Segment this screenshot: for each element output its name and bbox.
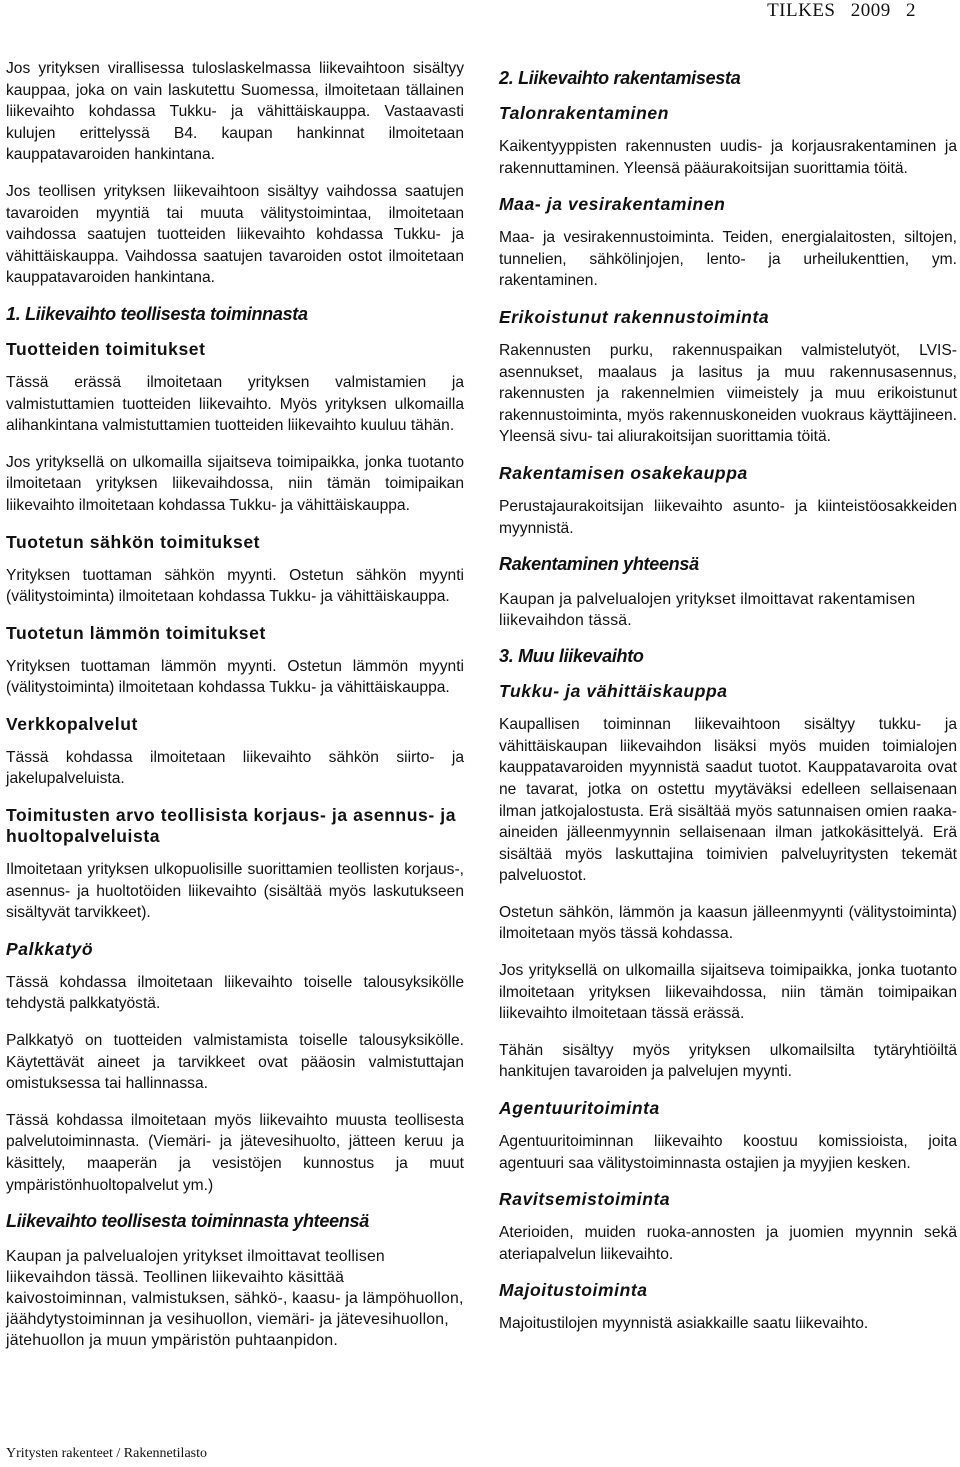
paragraph: Rakennusten purku, rakennuspaikan valmistelutyöt, LVIS-asennukset, maalaus ja lasitus ja muu rakennusasennus, rakennusten ja rakennelmien viimeistely ja muu erikoistunut rakennustoiminta, myös rakennuskoneiden vuokraus käyttäjineen. Yleensä sivu- tai aliurakoitsijan suorittamia töitä. xyxy=(499,341,957,446)
subheading: Talonrakentaminen xyxy=(499,103,670,123)
paragraph: Kaupan ja palvelualojen yritykset ilmoittavat rakentamisen liikevaihdon tässä. xyxy=(499,591,916,630)
paragraph: Aterioiden, muiden ruoka-annosten ja juomien myynnin sekä ateriapalvelun liikevaihto. xyxy=(499,1224,957,1263)
section-heading: 3. Muu liikevaihto xyxy=(499,646,644,667)
page-header xyxy=(757,0,916,22)
subheading: Palkkatyö xyxy=(6,938,94,959)
subheading: Tukku- ja vähittäiskauppa xyxy=(499,681,728,702)
header-title: TILKES xyxy=(767,0,836,21)
paragraph: Ostetun sähkön, lämmön ja kaasun jälleenmyynti (välitystoiminta) ilmoitetaan myös tässä kohdassa. xyxy=(499,903,957,943)
header-year: 2009 xyxy=(850,0,891,21)
subheading: Tuotetun lämmön toimitukset xyxy=(6,622,266,643)
paragraph: Kaupallisen toiminnan liikevaihtoon sisältyy tukku- ja vähittäiskaupan liikevaihdon lisäksi myös muiden toimialojen kauppatavaroiden myynnistä saadut tuotot. Kauppatavaroita ovat ne tavarat, jotka on ostettu myytäväksi edelleen sellaisenaan ilman jatkojalostusta. Erä sisältää myös satunnaisen omien raaka-aineiden jälleenmyynnin sellaisenaan ilman jatkokäsittelyä. Erä sisältää myös laskuttajina toimivien palveluyritysten tekemät palveluostot. xyxy=(499,716,957,885)
paragraph: Tässä kohdassa ilmoitetaan liikevaihto sähkön siirto- ja jakelupalveluista. xyxy=(6,748,464,788)
paragraph: Agentuuritoiminnan liikevaihto koostuu komissioista, joita agentuuri saa välitystoiminnasta ostajien ja myyjien kesken. xyxy=(499,1133,957,1172)
subheading: Majoitustoiminta xyxy=(499,1280,648,1301)
subheading: Maa- ja vesirakentaminen xyxy=(499,194,726,215)
subheading: Verkkopalvelut xyxy=(6,713,138,734)
right-column xyxy=(499,58,957,1350)
section-heading: Rakentaminen yhteensä xyxy=(499,554,699,575)
paragraph: Jos yrityksellä on ulkomailla sijaitseva toimipaikka, jonka tuotanto ilmoitetaan yrityksen liikevaihdossa, niin tämän toimipaikan liikevaihto ilmoitetaan tässä erässä. xyxy=(499,962,957,1023)
paragraph: Majoitustilojen myynnistä asiakkaille saatu liikevaihto. xyxy=(499,1315,869,1333)
paragraph: Tässä erässä ilmoitetaan yrityksen valmistamien ja valmistuttamien tuotteiden liikevaihto. Myös yrityksen ulkomailla alihankintana valmistuttamien tuotteiden liikevaihto kuuluu tähän. xyxy=(6,373,464,435)
subheading: Tuotteiden toimitukset xyxy=(6,338,206,359)
paragraph: Jos yrityksen virallisessa tuloslaskelmassa liikevaihtoon sisältyy kauppaa, joka on vain laskutettu Suomessa, ilmoitetaan tällainen liikevaihto kohdassa Tukku- ja vähittäiskauppa. Vastaavasti kulujen erittelyssä B4. kaupan hankinnat ilmoitetaan kauppatavaroiden hankintana. xyxy=(6,60,464,164)
paragraph: Tähän sisältyy myös yrityksen ulkomailsilta tytäryhtiöiltä hankitujen tavaroiden ja palvelujen myynti. xyxy=(499,1041,957,1081)
paragraph: Maa- ja vesirakennustoiminta. Teiden, energialaitosten, siltojen, tunnelien, sähkölinjojen, lento- ja urheilukenttien, ym. rakentaminen. xyxy=(499,229,957,290)
paragraph: Tässä kohdassa ilmoitetaan liikevaihto toiselle talousyksikölle tehdystä palkkatyöstä. xyxy=(6,973,464,1013)
paragraph: Perustajaurakoitsijan liikevaihto asunto- ja kiinteistöosakkeiden myynnistä. xyxy=(499,497,957,537)
paragraph: Jos yrityksellä on ulkomailla sijaitseva toimipaikka, jonka tuotanto ilmoitetaan yrityksen liikevaihdossa, niin tämän toimipaikan liikevaihto ilmoitetaan kohdassa Tukku- ja vähittäiskauppa. xyxy=(6,453,464,514)
paragraph: Tässä kohdassa ilmoitetaan myös liikevaihto muusta teollisesta palvelutoiminnasta. (Viemäri- ja jätevesihuolto, jätteen keruu ja käsittely, maaperän ja vesistöjen kunnostus ja muut ympäristönhuoltopalvelut ym.) xyxy=(6,1111,464,1194)
subheading: Tuotetun sähkön toimitukset xyxy=(6,531,261,552)
subheading: Rakentamisen osakekauppa xyxy=(499,462,748,483)
page-footer: Yritysten rakenteet / Rakennetilasto xyxy=(6,1446,207,1461)
subheading: Toimitusten arvo teollisista korjaus- ja asennus- ja huoltopalveluista xyxy=(6,805,457,847)
section-heading: 1. Liikevaihto teollisesta toiminnasta xyxy=(6,303,308,324)
paragraph: Yrityksen tuottaman lämmön myynti. Ostetun lämmön myynti (välitystoiminta) ilmoitetaan kohdassa Tukku- ja vähittäiskauppa. xyxy=(6,657,464,697)
subheading: Agentuuritoiminta xyxy=(499,1098,660,1119)
subheading: Ravitsemistoiminta xyxy=(499,1189,671,1210)
section-heading: Liikevaihto teollisesta toiminnasta yhteensä xyxy=(6,1211,369,1232)
left-column xyxy=(6,58,464,1366)
header-page-number: 2 xyxy=(906,0,916,21)
paragraph: Jos teollisen yrityksen liikevaihtoon sisältyy vaihdossa saatujen tavaroiden myyntiä tai muuta välitystoimintaa, ilmoitetaan vaihdossa saatujen tuotteiden liikevaihto kohdassa Tukku- ja vähittäiskauppa. Vaihdossa saatujen tavaroiden ostot ilmoitetaan kauppatavaroiden hankintana. xyxy=(6,182,464,287)
paragraph: Kaupan ja palvelualojen yritykset ilmoittavat teollisen liikevaihdon tässä. Teollinen liikevaihto käsittää kaivostoiminnan, valmistuksen, sähkö-, kaasu- ja lämpöhuollon, jäähdytystoiminnan ja vesihuollon, viemäri- ja jätevesihuollon, jätehuollon ja muun ympäristön puhtaanpidon. xyxy=(6,1248,464,1350)
paragraph: Yrityksen tuottaman sähkön myynti. Ostetun sähkön myynti (välitystoiminta) ilmoitetaan kohdassa Tukku- ja vähittäiskauppa. xyxy=(6,566,464,606)
section-heading: 2. Liikevaihto rakentamisesta xyxy=(499,68,741,88)
paragraph: Ilmoitetaan yrityksen ulkopuolisille suorittamien teollisten korjaus-, asennus- ja huoltotöiden liikevaihto (sisältää myös laskutukseen sisältyvät tarvikkeet). xyxy=(6,861,464,922)
paragraph: Kaikentyyppisten rakennusten uudis- ja korjausrakentaminen ja rakennuttaminen. Yleensä pääurakoitsijan suorittamia töitä. xyxy=(499,138,957,177)
paragraph: Palkkatyö on tuotteiden valmistamista toiselle talousyksikölle. Käytettävät aineet ja tarvikkeet ovat pääosin valmistuttajan omistuksessa tai hallinnassa. xyxy=(6,1032,464,1093)
subheading: Erikoistunut rakennustoiminta xyxy=(499,306,770,327)
